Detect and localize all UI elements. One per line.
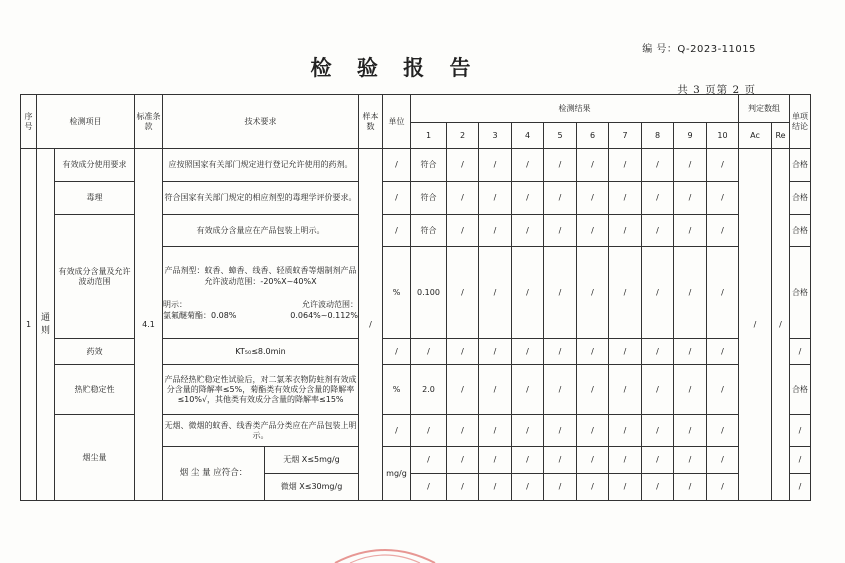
conclusion: / <box>790 339 811 365</box>
conclusion: / <box>790 474 811 501</box>
result-value: / <box>609 149 642 182</box>
result-value: / <box>642 149 674 182</box>
result-value: / <box>577 149 609 182</box>
result-value: / <box>642 474 674 501</box>
conclusion: 合格 <box>790 215 811 247</box>
tech-requirement: 产品经热贮稳定性试验后，对二氯苯衣物防蛀剂有效成分含量的降解率≤5%，菊酯类有效成分含量的降解率≤10%√，其他类有效成分含量的降解率≤15% <box>163 365 359 415</box>
item-name: 有效成分使用要求 <box>55 149 135 182</box>
result-value: / <box>447 415 479 447</box>
result-value: / <box>577 182 609 215</box>
item-name: 毒理 <box>55 182 135 215</box>
conclusion: 合格 <box>790 247 811 339</box>
result-col-header: 10 <box>707 123 739 149</box>
item-name: 有效成分含量及允许波动范围 <box>55 215 135 339</box>
result-value: / <box>674 339 707 365</box>
result-value: / <box>544 447 577 474</box>
result-col-header: 5 <box>544 123 577 149</box>
item-name: 药效 <box>55 339 135 365</box>
result-value: / <box>479 474 512 501</box>
result-value: / <box>544 415 577 447</box>
result-value: / <box>674 215 707 247</box>
req-range-label: 允许波动范围： <box>302 299 358 309</box>
result-value: / <box>512 365 544 415</box>
result-value: 符合 <box>411 215 447 247</box>
result-value: / <box>447 447 479 474</box>
tech-requirement: KT₅₀≤8.0min <box>163 339 359 365</box>
tech-requirement <box>163 247 359 339</box>
req-dosage-form: 产品剂型：蚊香、蟑香、线香、轻质蚊香等烟制剂产品 <box>164 265 357 275</box>
std-clause: 4.1 <box>135 149 163 501</box>
result-value: / <box>642 339 674 365</box>
result-value: 符合 <box>411 182 447 215</box>
result-value: / <box>642 247 674 339</box>
result-value: / <box>707 365 739 415</box>
result-value: / <box>512 149 544 182</box>
result-value: / <box>707 247 739 339</box>
result-value: / <box>707 474 739 501</box>
result-value: / <box>609 447 642 474</box>
tech-requirement: 符合国家有关部门规定的相应剂型的毒理学评价要求。 <box>163 182 359 215</box>
req-range-value: 0.064%~0.112% <box>290 310 358 320</box>
result-value: / <box>479 447 512 474</box>
result-value: / <box>707 415 739 447</box>
result-value: / <box>447 149 479 182</box>
req-declared-value: 氯氟醚菊酯：0.08% <box>163 310 237 320</box>
item-name: 热贮稳定性 <box>55 365 135 415</box>
result-value: / <box>512 247 544 339</box>
conclusion: / <box>790 415 811 447</box>
result-value: / <box>512 415 544 447</box>
result-value: / <box>674 247 707 339</box>
item-name: 烟尘量 <box>55 415 135 501</box>
inspection-table <box>20 94 845 501</box>
result-value: / <box>447 215 479 247</box>
result-value: / <box>479 215 512 247</box>
result-col-header: 1 <box>411 123 447 149</box>
result-value: / <box>674 474 707 501</box>
result-value: / <box>642 215 674 247</box>
result-value: / <box>577 474 609 501</box>
conclusion: / <box>790 447 811 474</box>
page-info: 共 3 页第 2 页 <box>677 84 756 96</box>
result-value: / <box>577 447 609 474</box>
header-seq: 序号 <box>21 95 37 149</box>
header-sample-count: 样本数 <box>359 95 383 149</box>
unit: / <box>383 415 411 447</box>
tech-requirement: 微烟 X≤30mg/g <box>265 474 359 501</box>
result-col-header: 8 <box>642 123 674 149</box>
result-value: / <box>544 247 577 339</box>
result-value: / <box>642 447 674 474</box>
header-re: Re <box>772 123 790 149</box>
result-value: / <box>609 415 642 447</box>
result-value: / <box>544 365 577 415</box>
result-value: / <box>447 182 479 215</box>
result-value: / <box>577 365 609 415</box>
result-value: / <box>642 182 674 215</box>
result-value: / <box>609 339 642 365</box>
result-value: / <box>609 365 642 415</box>
result-col-header: 7 <box>609 123 642 149</box>
result-value: / <box>674 182 707 215</box>
unit: / <box>383 149 411 182</box>
result-value: / <box>674 447 707 474</box>
result-value: / <box>447 365 479 415</box>
header-judge-group: 判定数组 <box>739 95 790 123</box>
result-value: / <box>512 182 544 215</box>
header-tech-req: 技术要求 <box>163 95 359 149</box>
table-row <box>21 149 845 182</box>
smoke-sub-label: 烟 尘 量 应符合： <box>163 447 265 501</box>
header-single-result: 单项结论 <box>790 95 811 149</box>
result-value: / <box>674 149 707 182</box>
result-value: / <box>577 215 609 247</box>
result-value: / <box>674 365 707 415</box>
result-value: / <box>512 474 544 501</box>
tech-requirement: 无烟、微烟的蚊香、线香类产品分类应在产品包装上明示。 <box>163 415 359 447</box>
result-value: / <box>674 415 707 447</box>
result-value: / <box>544 339 577 365</box>
result-value: / <box>707 182 739 215</box>
result-value: / <box>512 447 544 474</box>
req-fluctuation: 允许波动范围：-20%X~40%X <box>204 276 317 286</box>
result-value: / <box>642 415 674 447</box>
result-value: / <box>609 247 642 339</box>
result-value: / <box>447 474 479 501</box>
result-value: / <box>642 365 674 415</box>
conclusion: 合格 <box>790 365 811 415</box>
group-category: 通则 <box>37 149 55 501</box>
unit: / <box>383 182 411 215</box>
result-value: / <box>544 182 577 215</box>
conclusion: 合格 <box>790 182 811 215</box>
result-value: / <box>447 339 479 365</box>
unit: mg/g <box>383 447 411 501</box>
result-value: / <box>544 474 577 501</box>
result-value: / <box>479 365 512 415</box>
ac-value: / <box>739 149 772 501</box>
result-value: / <box>707 149 739 182</box>
req-declared-row <box>163 299 358 310</box>
header-results: 检测结果 <box>411 95 739 123</box>
result-value: / <box>609 474 642 501</box>
result-value: 0.100 <box>411 247 447 339</box>
result-value: / <box>411 339 447 365</box>
result-value: / <box>411 447 447 474</box>
tech-requirement: 有效成分含量应在产品包装上明示。 <box>163 215 359 247</box>
red-seal-stamp <box>330 545 440 563</box>
result-value: / <box>479 182 512 215</box>
report-title: 检 验 报 告 <box>310 55 480 80</box>
sample-count: / <box>359 149 383 501</box>
result-value: / <box>577 247 609 339</box>
result-value: / <box>512 215 544 247</box>
result-col-header: 2 <box>447 123 479 149</box>
result-col-header: 4 <box>512 123 544 149</box>
result-col-header: 6 <box>577 123 609 149</box>
tech-requirement: 应按照国家有关部门规定进行登记允许使用的药剂。 <box>163 149 359 182</box>
result-value: / <box>411 415 447 447</box>
unit: % <box>383 247 411 339</box>
result-value: / <box>479 149 512 182</box>
header-ac: Ac <box>739 123 772 149</box>
result-value: / <box>707 215 739 247</box>
req-value-row <box>163 310 358 321</box>
unit: / <box>383 339 411 365</box>
req-declared-label: 明示： <box>163 299 187 309</box>
result-value: / <box>707 339 739 365</box>
result-value: 符合 <box>411 149 447 182</box>
result-col-header: 9 <box>674 123 707 149</box>
unit: % <box>383 365 411 415</box>
group-seq: 1 <box>21 149 37 501</box>
result-value: / <box>447 247 479 339</box>
header-unit: 单位 <box>383 95 411 149</box>
spacer <box>163 287 358 299</box>
conclusion: 合格 <box>790 149 811 182</box>
result-value: / <box>544 215 577 247</box>
tech-requirement: 无烟 X≤5mg/g <box>265 447 359 474</box>
result-value: / <box>544 149 577 182</box>
result-value: / <box>479 247 512 339</box>
result-value: / <box>609 215 642 247</box>
result-value: / <box>479 415 512 447</box>
header-std-clause: 标准条款 <box>135 95 163 149</box>
result-value: / <box>609 182 642 215</box>
result-value: / <box>577 339 609 365</box>
result-value: / <box>512 339 544 365</box>
result-col-header: 3 <box>479 123 512 149</box>
result-value: / <box>479 339 512 365</box>
result-value: 2.0 <box>411 365 447 415</box>
result-value: / <box>411 474 447 501</box>
result-value: / <box>577 415 609 447</box>
report-number: 编 号：Q-2023-11015 <box>642 44 756 55</box>
header-item: 检测项目 <box>37 95 135 149</box>
unit: / <box>383 215 411 247</box>
re-value: / <box>772 149 790 501</box>
result-value: / <box>707 447 739 474</box>
